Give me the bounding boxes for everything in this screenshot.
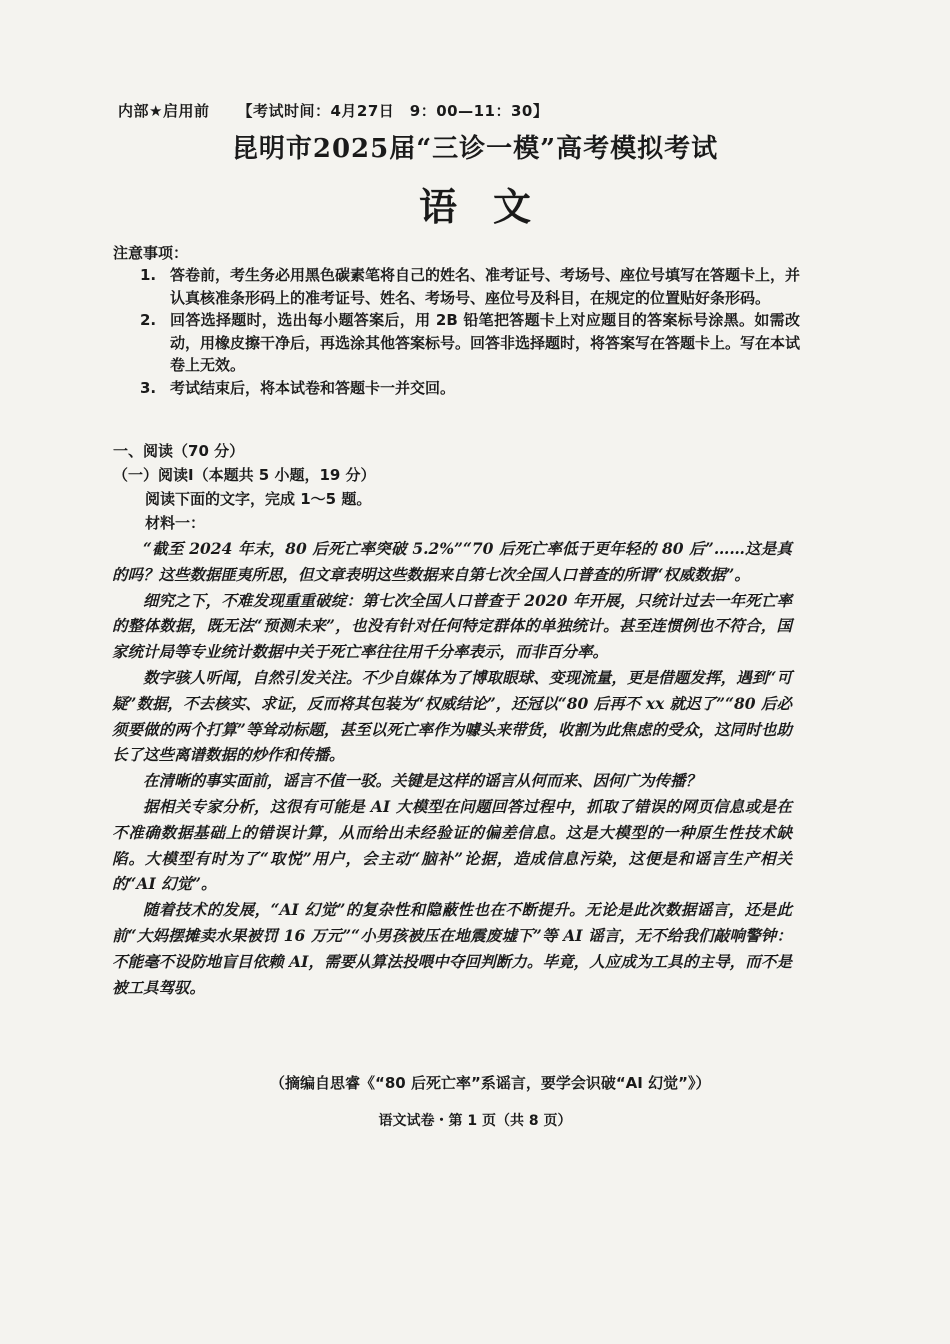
notice-item: [140, 309, 800, 377]
paragraph: “截至 2024 年末，80 后死亡率突破 5.2%”“70 后死亡率低于更年轻的 80 后”……这是真的吗？这些数据匪夷所思，但文章表明这些数据来自第七次全国人口普查的所谓“权威数据”。: [112, 539, 792, 584]
exam-time: 【考试时间：4月27日 9：00—11：30】: [237, 102, 549, 120]
notice-number: 1.: [140, 266, 157, 284]
paragraph: 随着技术的发展，“AI 幻觉”的复杂性和隐蔽性也在不断提升。无论是此次数据谣言，还是此前“大妈摆摊卖水果被罚 16 万元”“小男孩被压在地震废墟下”等 AI 谣言，无不给我们敲响警钟：不能毫不设防地盲目依赖 AI，需要从算法投喂中夺回判断力。毕竟，人应成为工具的主导，而不是被工具驾驭。: [112, 900, 792, 997]
paragraph: 细究之下，不难发现重重破绽：第七次全国人口普查于 2020 年开展，只统计过去一年死亡率的整体数据，既无法“预测未来”，也没有针对任何特定群体的单独统计。甚至连惯例也不符合，国家统计局等专业统计数据中关于死亡率往往用千分率表示，而非百分率。: [112, 590, 792, 662]
notice-text: 考试结束后，将本试卷和答题卡一并交回。: [170, 378, 456, 397]
material-body: [112, 536, 792, 1000]
exam-title: 昆明市2025届“三诊一模”高考模拟考试: [231, 134, 719, 164]
section-heading: 一、阅读（70 分）: [113, 442, 245, 460]
notice-item: [140, 264, 800, 309]
source-citation: （摘编自思睿《“80 后死亡率”系谣言，要学会识破“AI 幻觉”》）: [270, 1074, 711, 1092]
paragraph: 在清晰的事实面前，谣言不值一驳。关键是这样的谣言从何而来、因何广为传播？: [143, 771, 702, 791]
material-label: 材料一：: [145, 514, 206, 532]
confidential-label: 内部★启用前: [118, 102, 210, 120]
subject-title: 语文: [418, 184, 567, 229]
notice-text: 回答选择题时，选出每小题答案后，用 2B 铅笔把答题卡上对应题目的答案标号涂黑。如需改动，用橡皮擦干净后，再选涂其他答案标号。回答非选择题时，将答案写在答题卡上。写在本试卷上无效。: [170, 311, 801, 374]
reading-subheading: （一）阅读Ⅰ（本题共 5 小题，19 分）: [113, 466, 376, 484]
paragraph: 据相关专家分析，这很有可能是 AI 大模型在问题回答过程中，抓取了错误的网页信息或是在不准确数据基础上的错误计算，从而给出未经验证的偏差信息。这是大模型的一种原生性技术缺陷。大模型有时为了“取悦”用户，会主动“脑补”论据，造成信息污染，这便是和谣言生产相关的“AI 幻觉”。: [112, 796, 792, 894]
notice-item: [140, 377, 800, 400]
notice-text: 答卷前，考生务必用黑色碳素笔将自己的姓名、准考证号、考场号、座位号填写在答题卡上，并认真核准条形码上的准考证号、姓名、考场号、座位号及科目，在规定的位置贴好条形码。: [170, 266, 801, 307]
reading-instruction: 阅读下面的文字，完成 1～5 题。: [145, 490, 372, 508]
notice-heading: 注意事项：: [113, 244, 189, 262]
paragraph: 数字骇人听闻，自然引发关注。不少自媒体为了博取眼球、变现流量，更是借题发挥，遇到“可疑”数据，不去核实、求证，反而将其包装为“权威结论”，还冠以“80 后再不 xx 就迟了”“80 后必须要做的两个打算”等耸动标题，甚至以死亡率作为噱头来带货，收割为此焦虑的受众，这同时也助长了这些离谱数据的炒作和传播。: [112, 667, 792, 765]
notice-number: 2.: [140, 311, 157, 329]
page-footer: 语文试卷・第 1 页（共 8 页）: [378, 1113, 572, 1129]
header-line: [118, 100, 548, 121]
notice-list: [140, 264, 800, 399]
notice-number: 3.: [140, 378, 157, 397]
